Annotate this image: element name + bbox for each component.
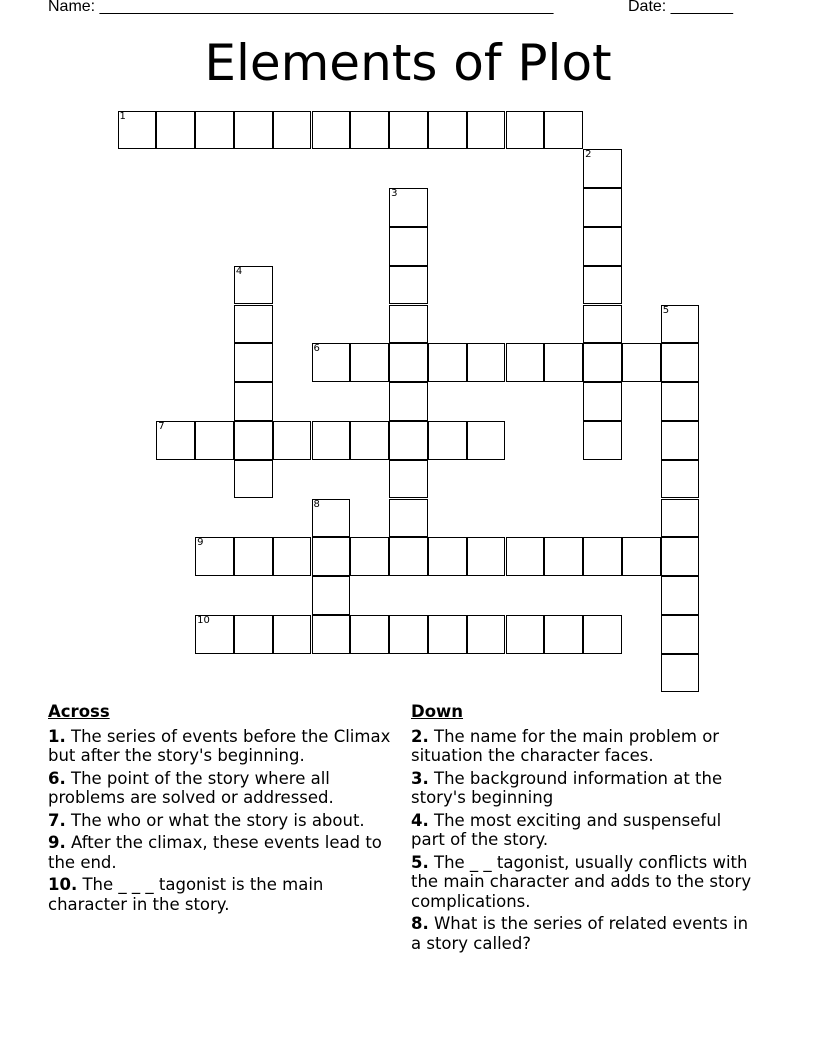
clue-number: 7. xyxy=(48,810,66,830)
cell-number: 2 xyxy=(585,149,592,161)
clue-text: The point of the story where all problems are solved or addressed. xyxy=(48,768,334,807)
name-field-label: Name: ___________________________________________________ xyxy=(48,0,554,15)
grid-cell[interactable] xyxy=(312,421,351,460)
clue-number: 6. xyxy=(48,768,66,788)
grid-cell[interactable] xyxy=(350,615,389,654)
clue-across-9 xyxy=(48,833,398,872)
clue-number: 3. xyxy=(411,768,429,788)
grid-cell[interactable] xyxy=(389,460,428,499)
clue-down-8 xyxy=(411,914,756,953)
grid-cell[interactable] xyxy=(506,537,545,576)
grid-cell[interactable] xyxy=(506,111,545,150)
cell-number: 7 xyxy=(158,420,165,432)
cell-number: 9 xyxy=(197,537,204,549)
across-heading: Across xyxy=(48,702,110,721)
grid-cell[interactable] xyxy=(428,537,467,576)
grid-cell[interactable] xyxy=(312,537,351,576)
grid-cell[interactable] xyxy=(234,421,273,460)
clue-number: 10. xyxy=(48,875,78,894)
grid-cell[interactable] xyxy=(312,615,351,654)
clue-text: The _ _ tagonist, usually conflicts with the main character and adds to the story complications. xyxy=(411,852,752,911)
cell-number: 1 xyxy=(119,110,126,122)
clue-down-2 xyxy=(411,727,756,766)
grid-cell[interactable] xyxy=(544,615,583,654)
grid-cell[interactable] xyxy=(583,149,622,188)
grid-cell[interactable] xyxy=(428,421,467,460)
grid-cell[interactable] xyxy=(389,615,428,654)
grid-cell[interactable] xyxy=(312,343,351,382)
grid-cell[interactable] xyxy=(661,654,700,693)
clue-down-5 xyxy=(411,853,756,912)
grid-cell[interactable] xyxy=(350,537,389,576)
grid-cell[interactable] xyxy=(234,460,273,499)
grid-cell[interactable] xyxy=(661,537,700,576)
down-heading: Down xyxy=(411,702,464,721)
grid-cell[interactable] xyxy=(234,382,273,421)
grid-cell[interactable] xyxy=(195,537,234,576)
clue-across-7 xyxy=(48,811,398,831)
grid-cell[interactable] xyxy=(428,111,467,150)
date-field-label: Date: _______ xyxy=(628,0,733,15)
grid-cell[interactable] xyxy=(389,266,428,305)
grid-cell[interactable] xyxy=(467,537,506,576)
grid-cell[interactable] xyxy=(506,343,545,382)
grid-cell[interactable] xyxy=(350,421,389,460)
cell-number: 10 xyxy=(197,614,210,626)
grid-cell[interactable] xyxy=(544,111,583,150)
grid-cell[interactable] xyxy=(389,305,428,344)
clue-text: What is the series of related events in a story called? xyxy=(411,914,749,953)
grid-cell[interactable] xyxy=(350,111,389,150)
page-title: Elements of Plot xyxy=(204,34,612,92)
clue-text: The background information at the story's beginning xyxy=(411,768,723,807)
grid-cell[interactable] xyxy=(156,421,195,460)
clue-down-3 xyxy=(411,769,756,808)
grid-cell[interactable] xyxy=(661,576,700,615)
grid-cell[interactable] xyxy=(312,111,351,150)
grid-cell[interactable] xyxy=(118,111,157,150)
clue-down-4 xyxy=(411,811,756,850)
clue-number: 1. xyxy=(48,726,66,746)
grid-cell[interactable] xyxy=(583,266,622,305)
grid-cell[interactable] xyxy=(273,615,312,654)
clue-number: 8. xyxy=(411,914,429,933)
cell-number: 8 xyxy=(313,498,320,510)
clue-number: 4. xyxy=(411,810,429,830)
down-clues xyxy=(411,702,756,956)
grid-cell[interactable] xyxy=(467,615,506,654)
grid-cell[interactable] xyxy=(156,111,195,150)
clue-text: The _ _ _ tagonist is the main character in the story. xyxy=(48,875,324,914)
grid-cell[interactable] xyxy=(234,537,273,576)
grid-cell[interactable] xyxy=(195,615,234,654)
grid-cell[interactable] xyxy=(195,111,234,150)
clue-number: 9. xyxy=(48,833,66,852)
grid-cell[interactable] xyxy=(389,537,428,576)
grid-cell[interactable] xyxy=(583,615,622,654)
clue-across-10 xyxy=(48,875,398,914)
grid-cell[interactable] xyxy=(428,343,467,382)
grid-cell[interactable] xyxy=(389,382,428,421)
grid-cell[interactable] xyxy=(312,576,351,615)
clue-text: The most exciting and suspenseful part of the story. xyxy=(411,810,722,849)
grid-cell[interactable] xyxy=(583,382,622,421)
grid-cell[interactable] xyxy=(661,305,700,344)
grid-cell[interactable] xyxy=(389,421,428,460)
grid-cell[interactable] xyxy=(389,188,428,227)
grid-cell[interactable] xyxy=(195,421,234,460)
grid-cell[interactable] xyxy=(389,499,428,538)
grid-cell[interactable] xyxy=(622,343,661,382)
grid-cell[interactable] xyxy=(350,343,389,382)
grid-cell[interactable] xyxy=(583,343,622,382)
grid-cell[interactable] xyxy=(583,188,622,227)
grid-cell[interactable] xyxy=(583,421,622,460)
grid-cell[interactable] xyxy=(661,615,700,654)
cell-number: 3 xyxy=(391,188,398,200)
grid-cell[interactable] xyxy=(234,343,273,382)
grid-cell[interactable] xyxy=(428,615,467,654)
grid-cell[interactable] xyxy=(273,111,312,150)
grid-cell[interactable] xyxy=(661,499,700,538)
grid-cell[interactable] xyxy=(389,343,428,382)
grid-cell[interactable] xyxy=(467,343,506,382)
grid-cell[interactable] xyxy=(506,615,545,654)
grid-cell[interactable] xyxy=(312,499,351,538)
grid-cell[interactable] xyxy=(234,305,273,344)
grid-cell[interactable] xyxy=(273,537,312,576)
cell-number: 6 xyxy=(313,343,320,355)
grid-cell[interactable] xyxy=(583,537,622,576)
clue-text: The name for the main problem or situation the character faces. xyxy=(411,726,720,765)
grid-cell[interactable] xyxy=(467,111,506,150)
grid-cell[interactable] xyxy=(622,537,661,576)
grid-cell[interactable] xyxy=(661,460,700,499)
cell-number: 4 xyxy=(235,265,243,277)
clue-number: 5. xyxy=(411,852,429,872)
across-clues xyxy=(48,702,398,917)
grid-cell[interactable] xyxy=(583,305,622,344)
grid-cell[interactable] xyxy=(661,382,700,421)
clue-number: 2. xyxy=(411,726,429,746)
clue-text: The series of events before the Climax but after the story's beginning. xyxy=(48,726,391,765)
grid-cell[interactable] xyxy=(661,421,700,460)
grid-cell[interactable] xyxy=(234,266,273,305)
grid-cell[interactable] xyxy=(389,227,428,266)
grid-cell[interactable] xyxy=(234,111,273,150)
clue-across-6 xyxy=(48,769,398,808)
grid-cell[interactable] xyxy=(273,421,312,460)
grid-cell[interactable] xyxy=(661,343,700,382)
grid-cell[interactable] xyxy=(234,615,273,654)
grid-cell[interactable] xyxy=(544,343,583,382)
grid-cell[interactable] xyxy=(389,111,428,150)
clue-text: The who or what the story is about. xyxy=(65,810,365,830)
grid-cell[interactable] xyxy=(544,537,583,576)
clue-across-1 xyxy=(48,727,398,766)
grid-cell[interactable] xyxy=(583,227,622,266)
grid-cell[interactable] xyxy=(467,421,506,460)
clue-text: After the climax, these events lead to the end. xyxy=(48,833,382,872)
cell-number: 5 xyxy=(662,304,670,316)
